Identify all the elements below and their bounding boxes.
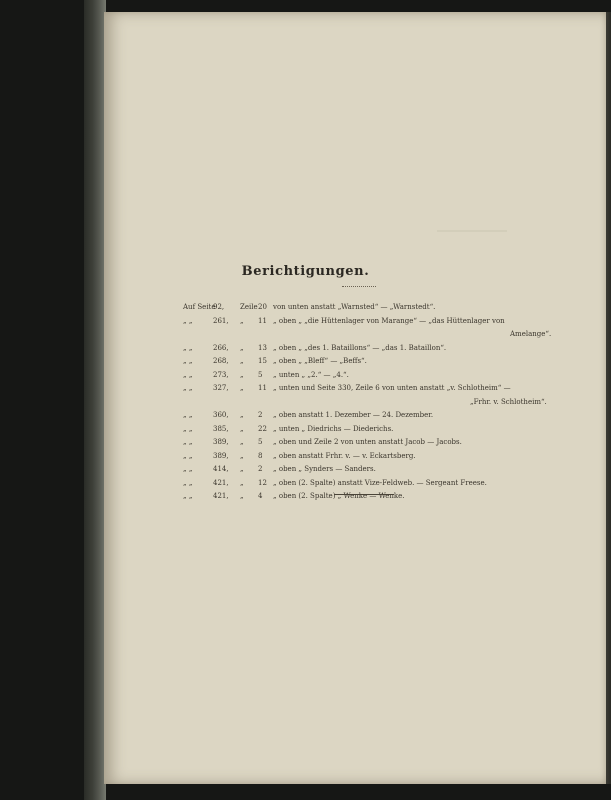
entry-prefix: „ „ [183, 357, 193, 365]
entry-text: „ unten „ „2.“ — „4.“. [273, 370, 349, 379]
entry-page: 360, [213, 411, 229, 419]
correction-entry [0, 396, 611, 409]
entry-zeile-label: „ [240, 343, 244, 352]
entry-line: 20 [258, 303, 267, 311]
entry-zeile-label: „ [240, 384, 244, 392]
entry-page: 385, [213, 424, 229, 433]
entry-line: 13 [258, 343, 267, 352]
entry-page: 273, [213, 370, 229, 379]
correction-entry [0, 315, 611, 328]
entry-page: 268, [213, 357, 229, 365]
entry-page: 266, [213, 343, 229, 352]
document-heading: Berichtigungen. [241, 264, 370, 279]
entry-page: 389, [213, 438, 229, 446]
entry-zeile-label: „ [240, 478, 244, 487]
entry-zeile-label: „ [240, 424, 244, 433]
entry-line: 11 [258, 316, 267, 325]
entry-prefix: „ „ [183, 465, 193, 473]
entry-line: 15 [258, 357, 267, 365]
closing-rule [334, 494, 394, 495]
entry-line: 11 [258, 384, 267, 392]
entry-page: 414, [213, 465, 229, 473]
correction-entry [0, 342, 611, 355]
entry-zeile-label: „ [240, 316, 244, 325]
entry-line: 22 [258, 424, 267, 433]
entry-prefix: „ „ [183, 384, 193, 392]
entry-line: 8 [258, 451, 263, 460]
entry-text: „Frhr. v. Schlotheim“. [470, 397, 547, 406]
entry-page: 421, [213, 492, 229, 500]
correction-entry [0, 369, 611, 382]
entry-page: 327, [213, 384, 229, 392]
entry-line: 12 [258, 478, 267, 487]
entry-text: „ oben (2. Spalte) anstatt Vize-Feldweb. — Sergeant Freese. [273, 478, 487, 487]
entry-line: 4 [258, 492, 263, 500]
entry-text: „ oben „ Synders — Sanders. [273, 465, 376, 473]
entry-line: 5 [258, 438, 263, 446]
correction-entry [0, 355, 611, 368]
correction-entry [0, 436, 611, 449]
entry-prefix: „ „ [183, 316, 193, 325]
correction-entry [0, 328, 611, 341]
entry-page: 92, [213, 303, 225, 311]
entry-text: Amelange“. [510, 330, 552, 338]
entry-line: 2 [258, 411, 263, 419]
entry-prefix: „ „ [183, 478, 193, 487]
entry-prefix: „ „ [183, 438, 193, 446]
correction-entry [0, 409, 611, 422]
entry-line: 2 [258, 465, 263, 473]
entry-prefix: „ „ [183, 411, 193, 419]
entry-prefix: „ „ [183, 451, 193, 460]
entry-page: 261, [213, 316, 229, 325]
entry-zeile-label: Zeile [240, 303, 258, 311]
correction-entry [0, 423, 611, 436]
entry-zeile-label: „ [240, 451, 244, 460]
entry-prefix: „ „ [183, 492, 193, 500]
entry-zeile-label: „ [240, 357, 244, 365]
entry-text: „ oben anstatt Frhr. v. — v. Eckartsberg. [273, 451, 416, 460]
entry-zeile-label: „ [240, 492, 244, 500]
entry-text: „ unten „ Diedrichs — Diederichs. [273, 424, 394, 433]
entry-text: „ oben anstatt 1. Dezember — 24. Dezember. [273, 411, 434, 419]
entry-prefix: „ „ [183, 370, 193, 379]
entry-zeile-label: „ [240, 465, 244, 473]
entry-prefix: Auf Seite [183, 303, 216, 311]
entry-text: von unten anstatt „Warnsted“ — „Warnstedt“. [273, 303, 436, 311]
entry-text: „ oben „ „des 1. Bataillons“ — „das 1. Bataillon“. [273, 343, 447, 352]
entry-zeile-label: „ [240, 411, 244, 419]
bleed-through-mark [437, 210, 507, 232]
correction-entry [0, 463, 611, 476]
correction-entry [0, 490, 611, 503]
correction-entry [0, 477, 611, 490]
correction-entry [0, 301, 611, 314]
entry-text: „ oben und Zeile 2 von unten anstatt Jacob — Jacobs. [273, 438, 462, 446]
entry-zeile-label: „ [240, 370, 244, 379]
heading-rule [342, 286, 376, 287]
entry-page: 389, [213, 451, 229, 460]
entry-prefix: „ „ [183, 424, 193, 433]
entry-text: „ unten und Seite 330, Zeile 6 von unten anstatt „v. Schlotheim“ — [273, 384, 511, 392]
entry-page: 421, [213, 478, 229, 487]
entry-text: „ oben „ „die Hüttenlager von Marange“ — „das Hüttenlager von [273, 316, 505, 325]
entry-text: „ oben „ „Bleff“ — „Beffs“. [273, 357, 367, 365]
entry-prefix: „ „ [183, 343, 193, 352]
entry-zeile-label: „ [240, 438, 244, 446]
correction-entry [0, 382, 611, 395]
correction-entry [0, 450, 611, 463]
entry-text: „ oben (2. Spalte) „ Wenke — Wenke. [273, 492, 405, 500]
entry-line: 5 [258, 370, 263, 379]
